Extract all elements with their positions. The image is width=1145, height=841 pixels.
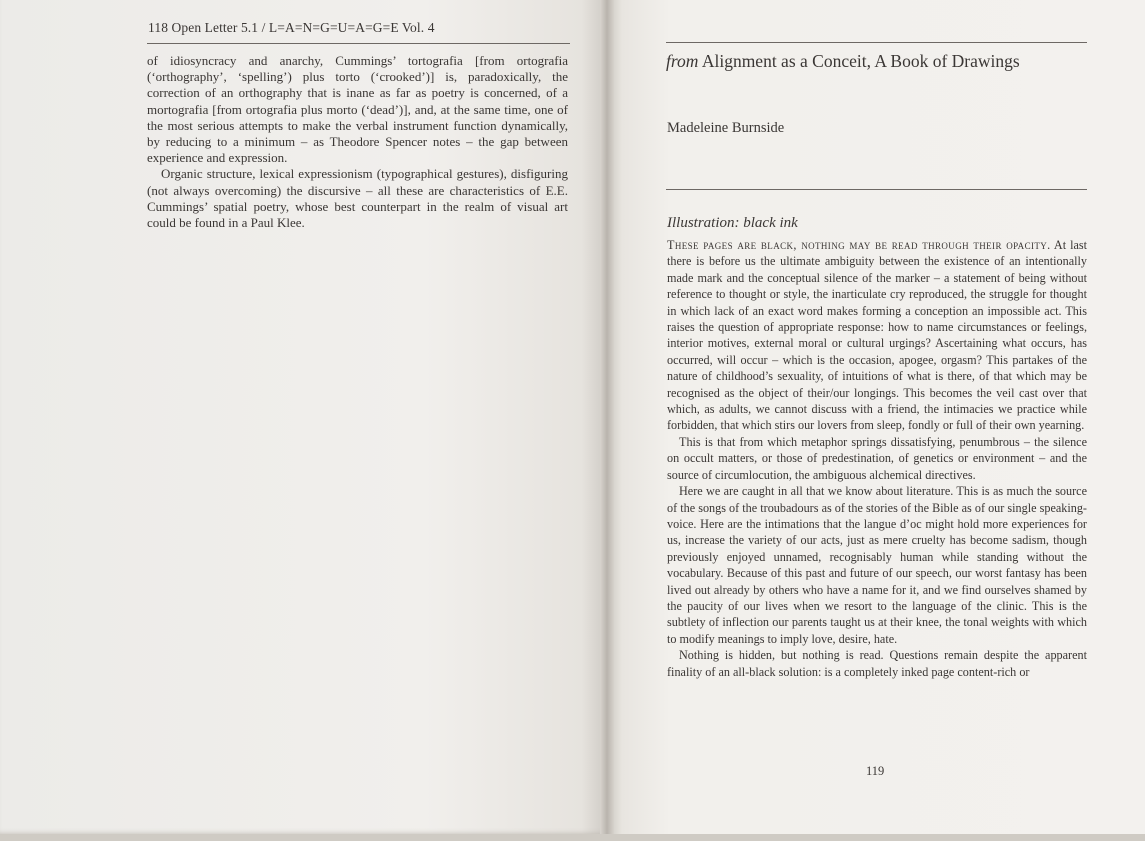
right-paragraph-2: This is that from which metaphor springs dissatisfying, penumbrous – the silence on occult matters, or those of predestination, of genetics or environment – and the source of circumlocution, the ambiguous alchemical directives. [667,434,1087,482]
section-divider-rule [666,189,1087,190]
right-paragraph-1-text: At last there is before us the ultimate ambiguity between the existence of an intentionally made mark and the conceptual silence of the marker – a statement of being without reference to thought or style, the inarticulate cry reproduced, the struggle for thought in which lack of an exact word makes forming a conception an impossible act. This raises the question of appropriate response: how to name circumstances or feelings, interior motives, external moral or cultural urgings? Ascertaining what occurs, has occurred, will occur – which is the occasion, apogee, orgasm? This partakes of the nature of childhood’s sexuality, of intuitions of what is there, of that which may be recognised as the object of their/our longings. This becomes the veil cast over that which, as adults, we cannot discuss with a friend, the intimacies we practice while forbidden, that which stirs our lovers from sleep, fondly or full of their own yearning. [667,238,1087,433]
left-paragraph-1: of idiosyncracy and anarchy, Cummings’ tortografia [from ortografia (‘orthography’, ‘spelling’) plus torto (‘crooked’)] is, paradoxically, the correction of an orthography that is inane as far as poetry is concerned, of a mortografia [from ortografia plus morto (‘dead’)], and, at the same time, one of the most serious attempts to make the verbal instrument function dynamically, by reducing to a minimum – as Theodore Spencer notes – the gap between experience and expression. [147,53,568,166]
piece-title-from: from [666,51,699,71]
book-gutter [600,0,614,841]
piece-title [666,51,1020,72]
right-paragraph-3: Here we are caught in all that we know about literature. This is as much the source of the songs of the troubadours as of the stories of the Bible as of our single speaking-voice. Here are the intimations that the langue d’oc might hold more experiences for us, increase the variety of our acts, just as mere cruelty has become sadism, though previously enjoyed unnamed, recognisably human while standing without the vocabulary. Because of this past and future of our speech, our worst fantasy has been lived out already by others who have a name for it, and we find ourselves shamed by the paucity of our lives when we resort to the language of the clinic. This is the subtlety of inflection our parents taught us at their knee, the tonal weights with which to modify meanings to imply love, desire, hate. [667,484,1087,646]
title-top-rule [666,42,1087,43]
piece-title-main: Alignment as a Conceit, A Book of Drawings [698,51,1020,71]
right-paragraph-1 [667,237,1087,434]
left-paragraph-2: Organic structure, lexical expressionism (typographical gestures), disfiguring (not always overcoming) the discursive – all these are characteristics of E.E. Cummings’ spatial poetry, whose best counterpart in the realm of visual art could be found in a Paul Klee. [147,166,568,231]
left-page-body [147,53,568,231]
right-paragraph-4: Nothing is hidden, but nothing is read. Questions remain despite the apparent finality of an all-black solution: is a completely inked page content-rich or [667,648,1087,679]
running-head-rule [147,43,570,44]
author-name: Madeleine Burnside [667,120,785,136]
section-heading: Illustration: black ink [667,215,798,231]
page-bottom-edge [0,834,1145,841]
right-page-body [667,237,1087,680]
page-number: 119 [866,764,885,778]
opening-small-caps: These pages are black, nothing may be read through their opacity. [667,238,1051,252]
running-head: 118 Open Letter 5.1 / L=A=N=G=U=A=G=E Vol. 4 [148,20,435,35]
